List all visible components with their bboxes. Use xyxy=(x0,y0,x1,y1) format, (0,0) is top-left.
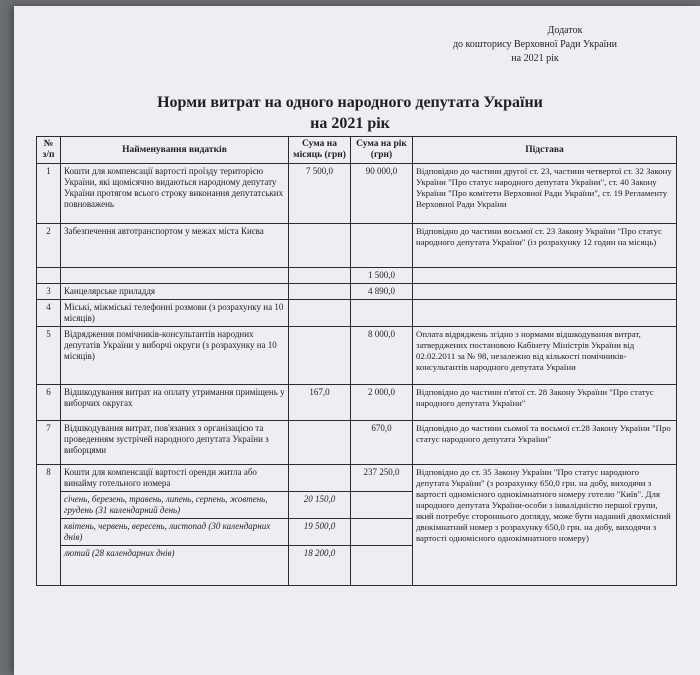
annex-note xyxy=(420,24,650,66)
row-num xyxy=(37,268,61,284)
row-basis: Відповідно до частини сьомої та восьмої ст.28 Закону України "Про статус народного депутата України" xyxy=(413,421,677,465)
row-name: Кошти для компенсації вартості оренди житла або винайму готельного номера xyxy=(61,465,289,492)
row-monthly xyxy=(289,465,351,492)
row-name: Міські, міжміські телефонні розмови (з розрахунку на 10 місяців) xyxy=(61,300,289,327)
row-basis: Оплата відряджень згідно з нормами відшкодування витрат, затверджених постановою Кабінету Міністрів України від 02.02.2011 за № 98, незалежно від кількості помічників-консультантів народного депутата України xyxy=(413,327,677,385)
table-header-row xyxy=(37,137,677,164)
row-name xyxy=(61,268,289,284)
row-basis: Відповідно до частини п'ятої ст. 28 Закону України "Про статус народного депутата України" xyxy=(413,385,677,421)
title-line-2: на 2021 рік xyxy=(310,115,390,132)
row-yearly: 90 000,0 xyxy=(351,164,413,224)
subrow-monthly: 19 500,0 xyxy=(289,519,351,546)
row-name: Кошти для компенсації вартості проїзду територією України, які щомісячно видаються народному депутату України протягом всього строку виконання депутатських повноважень xyxy=(61,164,289,224)
header-monthly: Сума на місяць (грн) xyxy=(289,137,351,164)
subrow-name: лютий (28 календарних днів) xyxy=(61,546,289,586)
row-num: 7 xyxy=(37,421,61,465)
table-row xyxy=(37,465,677,492)
subrow-yearly-empty xyxy=(351,519,413,546)
row-yearly: 2 000,0 xyxy=(351,385,413,421)
row-num: 4 xyxy=(37,300,61,327)
table-row xyxy=(37,300,677,327)
row-monthly xyxy=(289,327,351,385)
row-monthly xyxy=(289,224,351,268)
table-row xyxy=(37,224,677,268)
row-basis: Відповідно до ст. 35 Закону України "Про статус народного депутата України" (з розрахунку 650,0 грн. на добу, виходячи з вартості одномісного однокімнатного номеру готелю "Київ". Для народного депутата України-особи з інвалідністю першої групи, який потребує стороннього догляду, може бути наданий двохмісний двокімнатний номер з розрахунку 650,0 грн. на добу, виходячи з вартості одномісного однокімнатного номеру) xyxy=(413,465,677,586)
subrow-name: січень, березень, травень, липень, серпень, жовтень, грудень (31 календарний день) xyxy=(61,492,289,519)
row-num: 1 xyxy=(37,164,61,224)
row-yearly: 237 250,0 xyxy=(351,465,413,492)
cost-norms-table xyxy=(36,136,677,586)
document-title xyxy=(140,92,560,134)
table-row xyxy=(37,284,677,300)
row-monthly: 7 500,0 xyxy=(289,164,351,224)
row-num: 8 xyxy=(37,465,61,586)
subrow-yearly-empty xyxy=(351,546,413,586)
row-yearly xyxy=(351,300,413,327)
row-yearly: 8 000,0 xyxy=(351,327,413,385)
subrow-monthly: 20 150,0 xyxy=(289,492,351,519)
subrow-name: квітень, червень, вересень, листопад (30 календарних днів) xyxy=(61,519,289,546)
row-basis: Відповідно до частини восьмої ст. 23 Закону України "Про статус народного депутата України" (із розрахунку 12 годин на місяць) xyxy=(413,224,677,268)
row-yearly: 4 890,0 xyxy=(351,284,413,300)
row-monthly xyxy=(289,421,351,465)
header-name: Найменування видатків xyxy=(61,137,289,164)
table-row xyxy=(37,385,677,421)
header-yearly: Сума на рік (грн) xyxy=(351,137,413,164)
annex-line-1: Додаток xyxy=(547,25,583,36)
header-basis: Підстава xyxy=(413,137,677,164)
row-name: Відрядження помічників-консультантів народних депутатів України у виборчі округи (з розрахунку на 10 місяців) xyxy=(61,327,289,385)
row-name: Забезпечення автотранспортом у межах міста Києва xyxy=(61,224,289,268)
row-name: Канцелярське приладдя xyxy=(61,284,289,300)
row-name: Відшкодування витрат, пов'язаних з організацією та проведенням зустрічей народного депутата України з виборцями xyxy=(61,421,289,465)
row-monthly xyxy=(289,268,351,284)
table-row xyxy=(37,268,677,284)
row-num: 5 xyxy=(37,327,61,385)
header-num: № з/п xyxy=(37,137,61,164)
table-row xyxy=(37,327,677,385)
row-name: Відшкодування витрат на оплату утримання приміщень у виборчих округах xyxy=(61,385,289,421)
row-num: 3 xyxy=(37,284,61,300)
row-num: 6 xyxy=(37,385,61,421)
title-line-1: Норми витрат на одного народного депутата України xyxy=(157,94,543,111)
row-yearly: 670,0 xyxy=(351,421,413,465)
row-monthly xyxy=(289,300,351,327)
row-monthly xyxy=(289,284,351,300)
row-basis: Відповідно до частини другої ст. 23, частини четвертої ст. 32 Закону України "Про статус народного депутата України", ст. 40 Закону України "Про комітети Верховної Ради України", ст. 19 Регламенту Верховної Ради України xyxy=(413,164,677,224)
row-monthly: 167,0 xyxy=(289,385,351,421)
subrow-yearly-empty xyxy=(351,492,413,519)
row-yearly: 1 500,0 xyxy=(351,268,413,284)
row-basis xyxy=(413,284,677,300)
subrow-monthly: 18 200,0 xyxy=(289,546,351,586)
annex-line-2: до кошторису Верховної Ради України xyxy=(452,39,618,50)
annex-line-3: на 2021 рік xyxy=(511,53,559,64)
row-yearly xyxy=(351,224,413,268)
row-basis xyxy=(413,300,677,327)
table-row xyxy=(37,164,677,224)
table-row xyxy=(37,421,677,465)
row-basis xyxy=(413,268,677,284)
row-num: 2 xyxy=(37,224,61,268)
